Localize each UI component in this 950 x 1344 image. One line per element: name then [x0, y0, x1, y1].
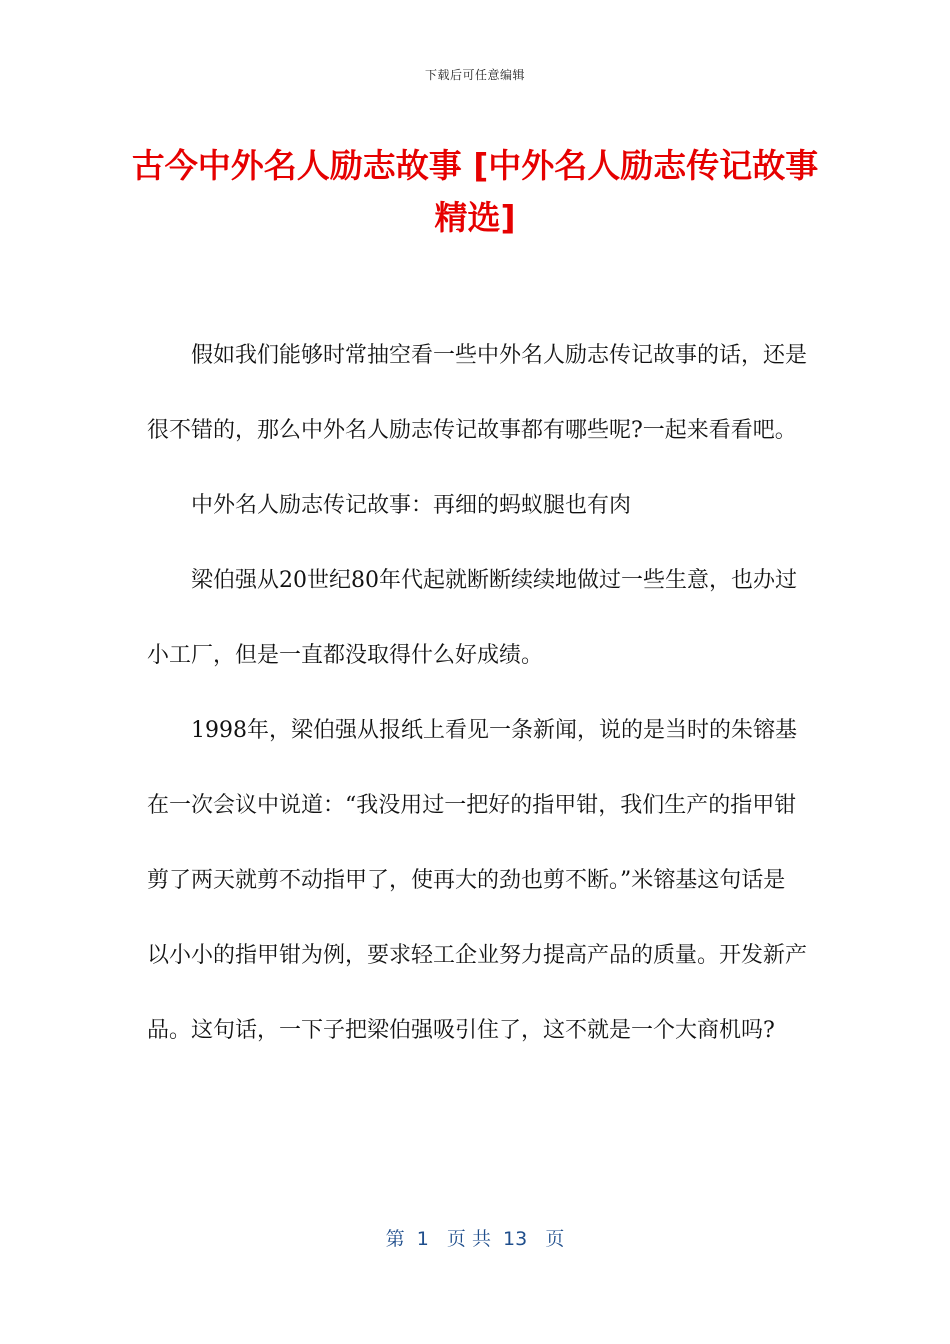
paragraph: 中外名人励志传记故事：再细的蚂蚁腿也有肉 — [191, 493, 632, 518]
header-note: 下载后可任意编辑 — [424, 68, 525, 82]
page-number-footer: 第 1 页 共 13 页 — [385, 1228, 565, 1250]
paragraph: 1998年，梁伯强从报纸上看见一条新闻，说的是当时的朱镕基在一次会议中说道：“我没用过一把好的指甲钳，我们生产的指甲钳剪了两天就剪不动指甲了，使再大的劲也剪不断。”米镕基这句话是以小小的指甲钳为例，要求轻工企业努力提高产品的质量。开发新产品。这句话，一下子把梁伯强吸引住了，这不就是一个大商机吗? — [147, 718, 808, 1043]
document-body — [147, 318, 807, 1068]
paragraph: 假如我们能够时常抽空看一些中外名人励志传记故事的话，还是很不错的，那么中外名人励志传记故事都有哪些呢?一起来看看吧。 — [147, 343, 808, 443]
document-title: 古今中外名人励志故事 [中外名人励志传记故事精选] — [131, 146, 819, 237]
paragraph: 梁伯强从20世纪80年代起就断断续续地做过一些生意，也办过小工厂，但是一直都没取得什么好成绩。 — [147, 568, 797, 668]
